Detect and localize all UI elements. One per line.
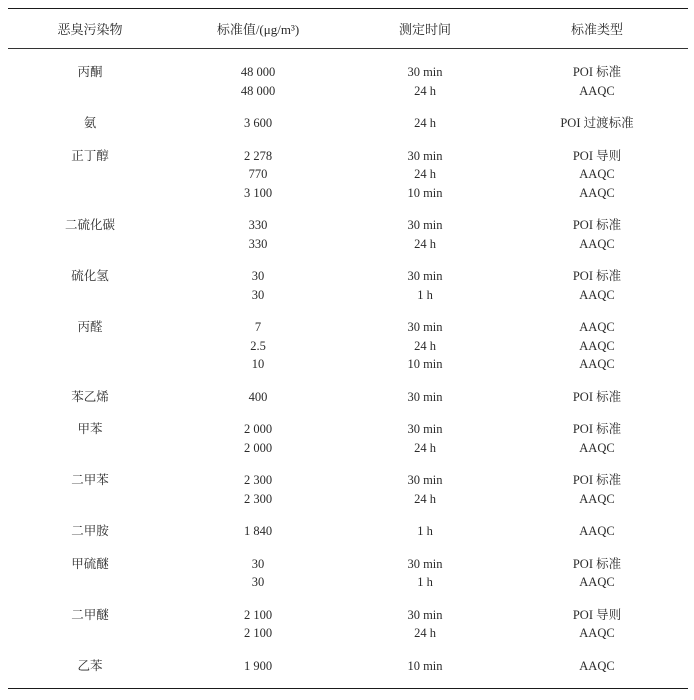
measurement-time: 30 min <box>407 148 443 163</box>
standard-value: 3 100 <box>243 185 273 200</box>
standard-value-cell <box>172 216 344 253</box>
table-row-group <box>8 114 688 133</box>
standard-value: 30 <box>251 575 265 589</box>
pollutant-cell <box>8 555 172 592</box>
pollutant-name: 甲硫醚 <box>71 556 109 571</box>
standard-type-cell <box>506 657 688 676</box>
standard-type: AAQC <box>579 658 615 673</box>
standard-type: AAQC <box>579 167 615 181</box>
standard-value: 2 300 <box>243 473 273 487</box>
measurement-time-cell <box>344 471 506 508</box>
standard-value: 330 <box>248 218 268 232</box>
measurement-time: 30 min <box>407 320 443 334</box>
standard-type: AAQC <box>579 185 615 200</box>
pollutant-name: 甲苯 <box>77 422 103 436</box>
measurement-time: 24 h <box>414 338 436 353</box>
header-standard-type: 标准类型 <box>570 22 623 37</box>
standard-type: AAQC <box>579 575 615 589</box>
measurement-time: 1 h <box>417 575 433 589</box>
standard-value: 2 100 <box>243 626 273 640</box>
measurement-time-cell <box>344 63 506 100</box>
standard-value: 1 900 <box>243 658 273 673</box>
pollutant-cell <box>8 216 172 253</box>
standard-type-cell <box>506 114 688 133</box>
measurement-time-cell <box>344 522 506 541</box>
table-body <box>8 49 688 688</box>
measurement-time-cell <box>344 388 506 407</box>
pollutant-name: 硫化氢 <box>71 269 109 283</box>
standard-value-cell <box>172 522 344 541</box>
measurement-time: 10 min <box>407 185 443 200</box>
table-row-group <box>8 420 688 457</box>
measurement-time-cell <box>344 420 506 457</box>
measurement-time: 1 h <box>417 524 433 538</box>
table-row-group <box>8 63 688 100</box>
standard-value-cell <box>172 471 344 508</box>
standard-type: POI 标准 <box>572 422 622 436</box>
pollutant-cell <box>8 267 172 304</box>
standard-value-cell <box>172 63 344 100</box>
standard-type: AAQC <box>579 524 615 538</box>
standard-value: 30 <box>251 556 265 571</box>
table-row-group <box>8 216 688 253</box>
measurement-time: 24 h <box>414 236 436 251</box>
table-row-group <box>8 388 688 407</box>
pollutant-cell <box>8 522 172 541</box>
standard-type: POI 标准 <box>572 473 622 487</box>
measurement-time: 24 h <box>414 116 436 130</box>
standard-type-cell <box>506 606 688 643</box>
pollutant-name: 二甲醚 <box>71 607 109 622</box>
standard-value: 2 100 <box>243 607 273 622</box>
standard-value: 2 300 <box>243 491 273 506</box>
standard-type-cell <box>506 471 688 508</box>
standard-type: POI 标准 <box>572 218 622 232</box>
measurement-time: 24 h <box>414 83 436 98</box>
standard-value-cell <box>172 318 344 374</box>
standard-value: 30 <box>251 287 265 302</box>
measurement-time: 1 h <box>417 287 433 302</box>
measurement-time: 24 h <box>414 440 436 455</box>
standard-value: 3 600 <box>243 116 273 130</box>
measurement-time: 30 min <box>407 556 443 571</box>
standard-type: AAQC <box>579 338 615 353</box>
standard-value: 2.5 <box>250 338 266 353</box>
pollutant-name: 二甲苯 <box>71 473 109 487</box>
measurement-time-cell <box>344 267 506 304</box>
standard-value: 2 278 <box>243 148 273 163</box>
standard-type-cell <box>506 318 688 374</box>
pollutant-name: 二甲胺 <box>71 524 109 538</box>
standard-value-cell <box>172 606 344 643</box>
standard-value: 2 000 <box>243 440 273 455</box>
standard-value-cell <box>172 114 344 133</box>
pollutant-name: 丙醛 <box>77 320 103 334</box>
standard-type-cell <box>506 267 688 304</box>
standard-type-cell <box>506 216 688 253</box>
pollutant-name: 丙酮 <box>77 65 103 79</box>
measurement-time-cell <box>344 318 506 374</box>
standard-value-cell <box>172 147 344 203</box>
standard-value-cell <box>172 657 344 676</box>
table-row-group <box>8 471 688 508</box>
standard-type: AAQC <box>579 357 615 371</box>
pollutant-cell <box>8 147 172 203</box>
header-standard-value: 标准值/(μg/m³) <box>216 22 300 37</box>
standard-value: 400 <box>248 389 268 404</box>
standard-type: POI 过渡标准 <box>560 116 634 130</box>
standard-value: 7 <box>254 320 262 334</box>
pollutant-cell <box>8 388 172 407</box>
measurement-time: 30 min <box>407 65 443 79</box>
pollutant-cell <box>8 471 172 508</box>
pollutant-cell <box>8 657 172 676</box>
table-row-group <box>8 147 688 203</box>
standard-type: AAQC <box>579 236 615 251</box>
standard-type: AAQC <box>579 83 615 98</box>
measurement-time: 24 h <box>414 491 436 506</box>
measurement-time: 30 min <box>407 269 443 283</box>
measurement-time: 10 min <box>407 658 443 673</box>
measurement-time: 30 min <box>407 389 443 404</box>
pollutant-cell <box>8 318 172 374</box>
standard-value: 10 <box>251 357 265 371</box>
table-row-group <box>8 606 688 643</box>
odor-standards-table <box>8 8 688 689</box>
standard-type-cell <box>506 147 688 203</box>
measurement-time-cell <box>344 147 506 203</box>
pollutant-cell <box>8 606 172 643</box>
standard-type-cell <box>506 555 688 592</box>
measurement-time: 10 min <box>407 357 443 371</box>
measurement-time-cell <box>344 657 506 676</box>
pollutant-cell <box>8 420 172 457</box>
standard-type: POI 标准 <box>572 556 622 571</box>
measurement-time: 24 h <box>414 167 436 181</box>
pollutant-name: 二硫化碳 <box>64 218 115 232</box>
pollutant-name: 氨 <box>83 116 97 130</box>
measurement-time: 24 h <box>414 626 436 640</box>
standard-type: AAQC <box>579 287 615 302</box>
measurement-time-cell <box>344 555 506 592</box>
standard-type: POI 导则 <box>572 148 622 163</box>
standard-value: 330 <box>248 236 268 251</box>
standard-value-cell <box>172 555 344 592</box>
standard-type: POI 标准 <box>572 65 622 79</box>
standard-type: AAQC <box>579 626 615 640</box>
measurement-time-cell <box>344 216 506 253</box>
standard-value: 2 000 <box>243 422 273 436</box>
standard-type: POI 导则 <box>572 607 622 622</box>
standard-type: AAQC <box>579 440 615 455</box>
measurement-time: 30 min <box>407 422 443 436</box>
standard-type-cell <box>506 420 688 457</box>
standard-type-cell <box>506 522 688 541</box>
header-measurement-time: 测定时间 <box>398 22 451 37</box>
table-row-group <box>8 657 688 676</box>
table-row-group <box>8 522 688 541</box>
table-row-group <box>8 555 688 592</box>
pollutant-name: 乙苯 <box>77 658 103 673</box>
pollutant-cell <box>8 63 172 100</box>
table-header <box>8 9 688 49</box>
standard-value-cell <box>172 388 344 407</box>
standard-value-cell <box>172 420 344 457</box>
header-pollutant: 恶臭污染物 <box>57 22 123 37</box>
standard-type: POI 标准 <box>572 389 622 404</box>
standard-value: 770 <box>248 167 268 181</box>
standard-value: 30 <box>251 269 265 283</box>
measurement-time: 30 min <box>407 607 443 622</box>
standard-value-cell <box>172 267 344 304</box>
standard-value: 1 840 <box>243 524 273 538</box>
standard-value: 48 000 <box>240 65 276 79</box>
table-row-group <box>8 318 688 374</box>
measurement-time-cell <box>344 606 506 643</box>
standard-type: POI 标准 <box>572 269 622 283</box>
pollutant-name: 苯乙烯 <box>71 389 109 404</box>
pollutant-cell <box>8 114 172 133</box>
measurement-time: 30 min <box>407 218 443 232</box>
pollutant-name: 正丁醇 <box>71 148 109 163</box>
measurement-time: 30 min <box>407 473 443 487</box>
standard-type: AAQC <box>579 320 615 334</box>
standard-type-cell <box>506 388 688 407</box>
table-row-group <box>8 267 688 304</box>
standard-type: AAQC <box>579 491 615 506</box>
measurement-time-cell <box>344 114 506 133</box>
standard-type-cell <box>506 63 688 100</box>
standard-value: 48 000 <box>240 83 276 98</box>
